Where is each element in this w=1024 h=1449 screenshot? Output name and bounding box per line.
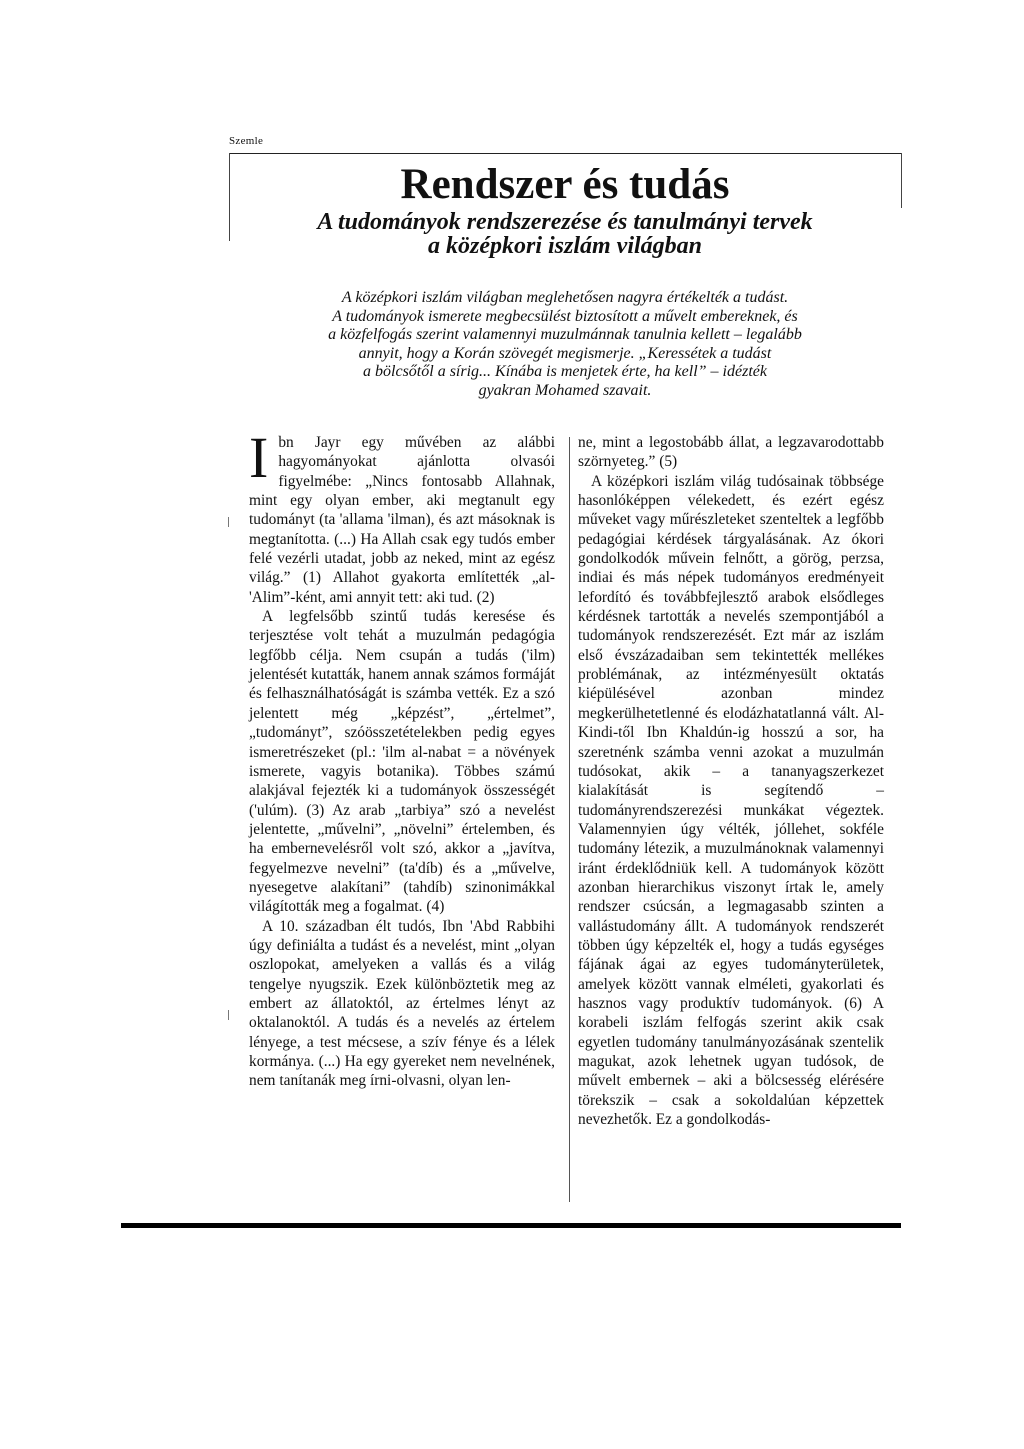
lead-line-2: A tudományok ismerete megbecsülést biztosított a művelt embereknek, és bbox=[332, 307, 798, 325]
article-title: Rendszer és tudás bbox=[400, 161, 730, 208]
article-subtitle bbox=[229, 210, 901, 258]
bottom-rule bbox=[121, 1223, 901, 1228]
drop-cap: I bbox=[249, 425, 269, 490]
left-column bbox=[249, 425, 555, 1091]
right-paragraph-2: A középkori iszlám világ tudósainak többsége hasonlóképpen vélekedett, és ezért egész műveket vagy műrészleteket szenteltek a legfőbb pedagógiai kérdések tárgyalásának. Az ókori gondolkodók művein felnőtt, a görög, perzsa, indiai és más népek tudományos eredményeit lefordító és továbbfejlesztő arabok elsődleges kérdésnek tartották a nevelés szempontjából a tudományok rendszerezését. Ezt már az iszlám első évszázadaiban sem tekintették mellékes problémának, az intézményesült oktatás kiépülésével azonban mindez megkerülhetetlenné és elodázhatatlanná vált. Al-Kindi-től Ibn Khaldún-ig hosszú a sor, ha szeretnénk számba venni azokat a muzulmán tudósokat, akik – a tananyagszerkezet kialakítását is segítendő – tudományrendszerezési munkákat végeztek. Valamennyien úgy vélték, jóllehet, sokféle tudomány létezik, a muzulmánoknak valamennyi iránt érdeklődniük kell. A tudományok között azonban hierarchikus viszonyt írtak le, amely rendszer csúcsán, a legmagasabb szinten a vallástudomány állt. A tudományok rendszerét többen úgy képzelték el, hogy a tudás egységes fájának ágai az egyes tudományterületek, amelyek között vannak elméleti, gyakorlati és hasznos vagy produktív tudományok. (6) A korabeli iszlám felfogás szerint akik csak egyetlen tudomány tanulmányozásának szentelik magukat, azok lehetnek ugyan tudósok, de művelt embernek – aki a bölcsesség elérésére törekszik – csak a sokoldalúan képzettek nevezhetők. Ez a gondolkodás- bbox=[578, 472, 884, 1129]
lead-paragraph bbox=[229, 289, 901, 401]
lead-line-6: gyakran Mohamed szavait. bbox=[478, 381, 652, 399]
left-paragraph-2: A legfelsőbb szintű tudás keresése és terjesztése volt tehát a muzulmán pedagógia legfőbb célja. Nem csupán a tudás ('ilm) jelentését kutatták, hanem annak számos formáját és felhasználhatóságát is számba vették. Ez a szó jelentett még „képzést”, „értelmet”, „tudományt”, szóösszetételekben pedig egyes ismeretrészeket (pl.: 'ilm al-nabat = a növények ismerete, vagyis botanika). Többes számú alakjával fejezték ki a tudományok összességét ('ulúm). (3) Az arab „tarbiya” szó a nevelést jelentette, „művelni”, „növelni” értelemben, és ha embernevelésről volt szó, akkor a „javítva, fegyelmezve nevelni” (ta'díb) és a „művelve, nyesegetve alakítani” (tahdíb) szinonimákkal világították meg a fogalmat. (4) bbox=[249, 608, 555, 916]
margin-mark bbox=[228, 1010, 229, 1020]
lead-line-5: a bölcsőtől a sírig... Kínába is menjetek érte, ha kell” – idézték bbox=[363, 363, 767, 381]
right-column bbox=[578, 433, 884, 1129]
header-rule bbox=[229, 153, 901, 154]
subtitle-line-2: a középkori iszlám világban bbox=[427, 233, 703, 259]
margin-mark bbox=[228, 517, 229, 527]
left-paragraph-1-text: bn Jayr egy művében az alábbi hagyományokat ajánlotta olvasói figyelmébe: „Nincs fontosabb Allahnak, mint egy olyan ember, aki megtanult egy tudományt (ta 'allama 'ilman), és azt másoknak is megtanította. (...) Ha Allah csak egy tudós ember felé vezérli utadat, jobb az neked, mint az egész világ.” (1) Allahot gyakorta említették „al-'Alim”-ként, ami annyit tett: aki tud. (2) bbox=[249, 434, 555, 606]
left-paragraph-3: A 10. században élt tudós, Ibn 'Abd Rabbihi úgy definiálta a tudást és a nevelést, mint „olyan oszlopokat, amelyeken a vallás és a világ tengelye nyugszik. Ezek különböztetik meg az embert az állatoktól, az értelmes lényt az oktalanoktól. A tudás és a nevelés az értelem lényege, a test mécsese, a szív fénye és a lélek kormánya. (...) Ha egy gyereket nem nevelnének, nem tanítanák meg írni-olvasni, olyan len- bbox=[249, 917, 555, 1090]
left-paragraph-1 bbox=[249, 425, 555, 607]
right-border-line bbox=[901, 153, 902, 208]
subtitle-line-1: A tudományok rendszerezése és tanulmányi tervek bbox=[317, 209, 813, 235]
lead-line-4: annyit, hogy a Korán szövegét megismerje. „Keressétek a tudást bbox=[358, 344, 772, 362]
lead-line-1: A középkori iszlám világban meglehetősen nagyra értékelték a tudást. bbox=[341, 289, 789, 306]
lead-line-3: a közfelfogás szerint valamennyi muzulmánnak tanulnia kellett – legalább bbox=[328, 326, 802, 344]
right-paragraph-1: ne, mint a legostobább állat, a legzavarodottabb szörnyeteg.” (5) bbox=[578, 434, 884, 471]
column-divider bbox=[569, 437, 570, 1202]
section-label: Szemle bbox=[229, 135, 264, 147]
